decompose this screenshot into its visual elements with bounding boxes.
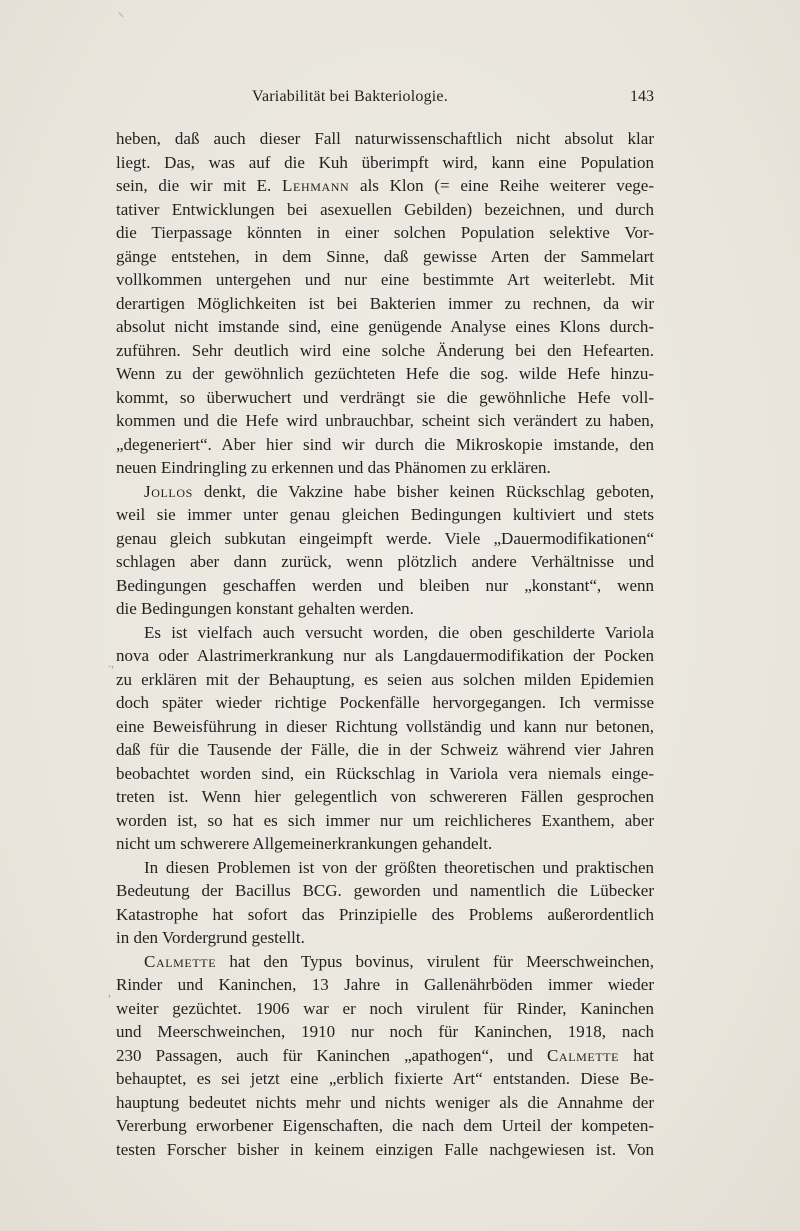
text-line (116, 292, 654, 316)
line-text: die Bedingungen konstant gehalten werden. (116, 599, 414, 618)
line-text-continued: hat (619, 1045, 654, 1065)
running-title: Variabilität bei Bakteriologie. (252, 88, 448, 105)
line-text: worden ist, so hat es sich immer nur um reichlicheres Exanthem, aber (116, 810, 654, 830)
text-line (116, 151, 654, 175)
line-text: zu erklären mit der Behauptung, es seien aus solchen milden Epidemien (116, 669, 654, 689)
text-line (116, 926, 654, 950)
line-text: doch später wieder richtige Pockenfälle hervorgegangen. Ich vermisse (116, 693, 654, 712)
author-name: Calmette (144, 951, 217, 971)
line-text: testen Forscher bisher in keinem einzigen Falle nachgewiesen ist. Von (116, 1139, 654, 1159)
line-text: nova oder Alastrimerkrankung nur als Langdauermodifikation der Pocken (116, 646, 654, 665)
line-text: in den Vordergrund gestellt. (116, 928, 305, 947)
line-text: sein, die wir mit E. (116, 176, 283, 195)
line-text: hauptung bedeutet nichts mehr und nichts weniger als die Annahme der (116, 1092, 654, 1112)
author-name: Calmette (546, 1045, 620, 1065)
line-text: schlagen aber dann zurück, wenn plötzlich andere Verhältnisse und (116, 552, 654, 571)
text-line (116, 1020, 654, 1044)
text-line (116, 691, 654, 715)
text-line (116, 785, 654, 809)
line-text: vollkommen untergehen und nur eine bestimmte Art weiterlebt. Mit (116, 270, 654, 289)
line-text: „degeneriert“. Aber hier sind wir durch die Mikroskopie imstande, den (116, 434, 654, 454)
text-line (116, 715, 654, 739)
line-text: 230 Passagen, auch für Kaninchen „apathogen“, und (116, 1045, 547, 1065)
line-text: eine Beweisführung in dieser Richtung vollständig und kann nur betonen, (116, 716, 654, 736)
line-text: liegt. Das, was auf die Kuh überimpft wird, kann eine Population (116, 152, 654, 172)
text-line (116, 1044, 654, 1068)
text-line (116, 1067, 654, 1091)
line-text: gänge entstehen, in dem Sinne, daß gewisse Arten der Sammelart (116, 246, 654, 266)
page-number: 143 (630, 88, 654, 105)
text-line (116, 339, 654, 363)
line-text: behauptet, es sei jetzt eine „erblich fixierte Art“ entstanden. Diese Be- (116, 1069, 654, 1088)
text-line (116, 409, 654, 433)
line-text: Vererbung erworbener Eigenschaften, die nach dem Urteil der kompeten- (116, 1116, 654, 1135)
line-text: treten ist. Wenn hier gelegentlich von schwereren Fällen gesprochen (116, 787, 654, 806)
line-text: tativer Entwicklungen bei asexuellen Gebilden) bezeichnen, und durch (116, 199, 654, 219)
text-line (116, 997, 654, 1021)
line-text: Wenn zu der gewöhnlich gezüchteten Hefe die sog. wilde Hefe hinzu- (116, 364, 654, 383)
text-line (116, 950, 654, 974)
line-text: In diesen Problemen ist von der größten theoretischen und praktischen (144, 857, 654, 877)
line-text: absolut nicht imstande sind, eine genügende Analyse eines Klons durch- (116, 317, 654, 336)
text-line (116, 174, 654, 198)
text-line (116, 903, 654, 927)
line-text-continued: denkt, die Vakzine habe bisher keinen Rückschlag geboten, (192, 481, 654, 501)
body-text (116, 127, 654, 1161)
line-text: und Meerschweinchen, 1910 nur noch für Kaninchen, 1918, nach (116, 1022, 654, 1041)
line-text: zuführen. Sehr deutlich wird eine solche Änderung bei den Hefearten. (116, 340, 654, 360)
running-header (116, 88, 654, 114)
text-line (116, 1091, 654, 1115)
line-text: Bedingungen geschaffen werden und bleiben nur „konstant“, wenn (116, 575, 654, 595)
text-line (116, 527, 654, 551)
line-text: Katastrophe hat sofort das Prinzipielle des Problems außerordentlich (116, 904, 654, 924)
author-name: Lehmann (282, 176, 350, 195)
margin-mark: ., (108, 656, 114, 670)
text-line (116, 433, 654, 457)
text-line (116, 832, 654, 856)
text-line (116, 574, 654, 598)
text-line (116, 245, 654, 269)
text-line (116, 668, 654, 692)
text-line (116, 127, 654, 151)
text-line (116, 480, 654, 504)
text-line (116, 597, 654, 621)
text-line (116, 221, 654, 245)
text-line (116, 503, 654, 527)
line-text: kommt, so überwuchert und verdrängt sie die gewöhnliche Hefe voll- (116, 387, 654, 407)
line-text-continued: hat den Typus bovinus, virulent für Meerschweinchen, (216, 951, 654, 971)
text-line (116, 621, 654, 645)
line-text: neuen Eindringling zu erkennen und das Phänomen zu erklären. (116, 458, 551, 477)
line-text: die Tierpassage könnten in einer solchen Population selektive Vor- (116, 223, 654, 242)
line-text: kommen und die Hefe wird unbrauchbar, scheint sich verändert zu haben, (116, 411, 654, 430)
margin-mark: , (108, 985, 111, 999)
text-line (116, 315, 654, 339)
line-text: daß für die Tausende der Fälle, die in der Schweiz während vier Jahren (116, 740, 654, 759)
text-line (116, 362, 654, 386)
text-line (116, 1114, 654, 1138)
text-line (116, 879, 654, 903)
text-line (116, 644, 654, 668)
text-line (116, 738, 654, 762)
line-text: nicht um schwerere Allgemeinerkrankungen gehandelt. (116, 834, 493, 853)
line-text: genau gleich subkutan eingeimpft werde. Viele „Dauermodifikationen“ (116, 528, 654, 548)
text-line (116, 809, 654, 833)
line-text: weiter gezüchtet. 1906 war er noch virulent für Rinder, Kaninchen (116, 998, 654, 1018)
author-name: Jollos (144, 481, 193, 501)
line-text: Es ist vielfach auch versucht worden, die oben geschilderte Variola (144, 622, 654, 642)
text-line (116, 386, 654, 410)
text-line (116, 268, 654, 292)
line-text: Rinder und Kaninchen, 13 Jahre in Gallenährböden immer wieder (116, 975, 654, 994)
text-line (116, 1138, 654, 1162)
text-line (116, 856, 654, 880)
line-text: weil sie immer unter genau gleichen Bedingungen kultiviert und stets (116, 505, 654, 524)
text-line (116, 762, 654, 786)
line-text: Bedeutung der Bacillus BCG. geworden und namentlich die Lübecker (116, 881, 654, 900)
text-line (116, 973, 654, 997)
text-line (116, 198, 654, 222)
line-text: heben, daß auch dieser Fall naturwissenschaftlich nicht absolut klar (116, 129, 654, 148)
print-mark: ⸌ (118, 10, 125, 24)
text-line (116, 456, 654, 480)
line-text: beobachtet worden sind, ein Rückschlag in Variola vera niemals einge- (116, 763, 654, 783)
line-text: derartigen Möglichkeiten ist bei Bakterien immer zu rechnen, da wir (116, 293, 654, 313)
line-text-continued: als Klon (= eine Reihe weiterer vege- (349, 176, 654, 195)
text-line (116, 550, 654, 574)
